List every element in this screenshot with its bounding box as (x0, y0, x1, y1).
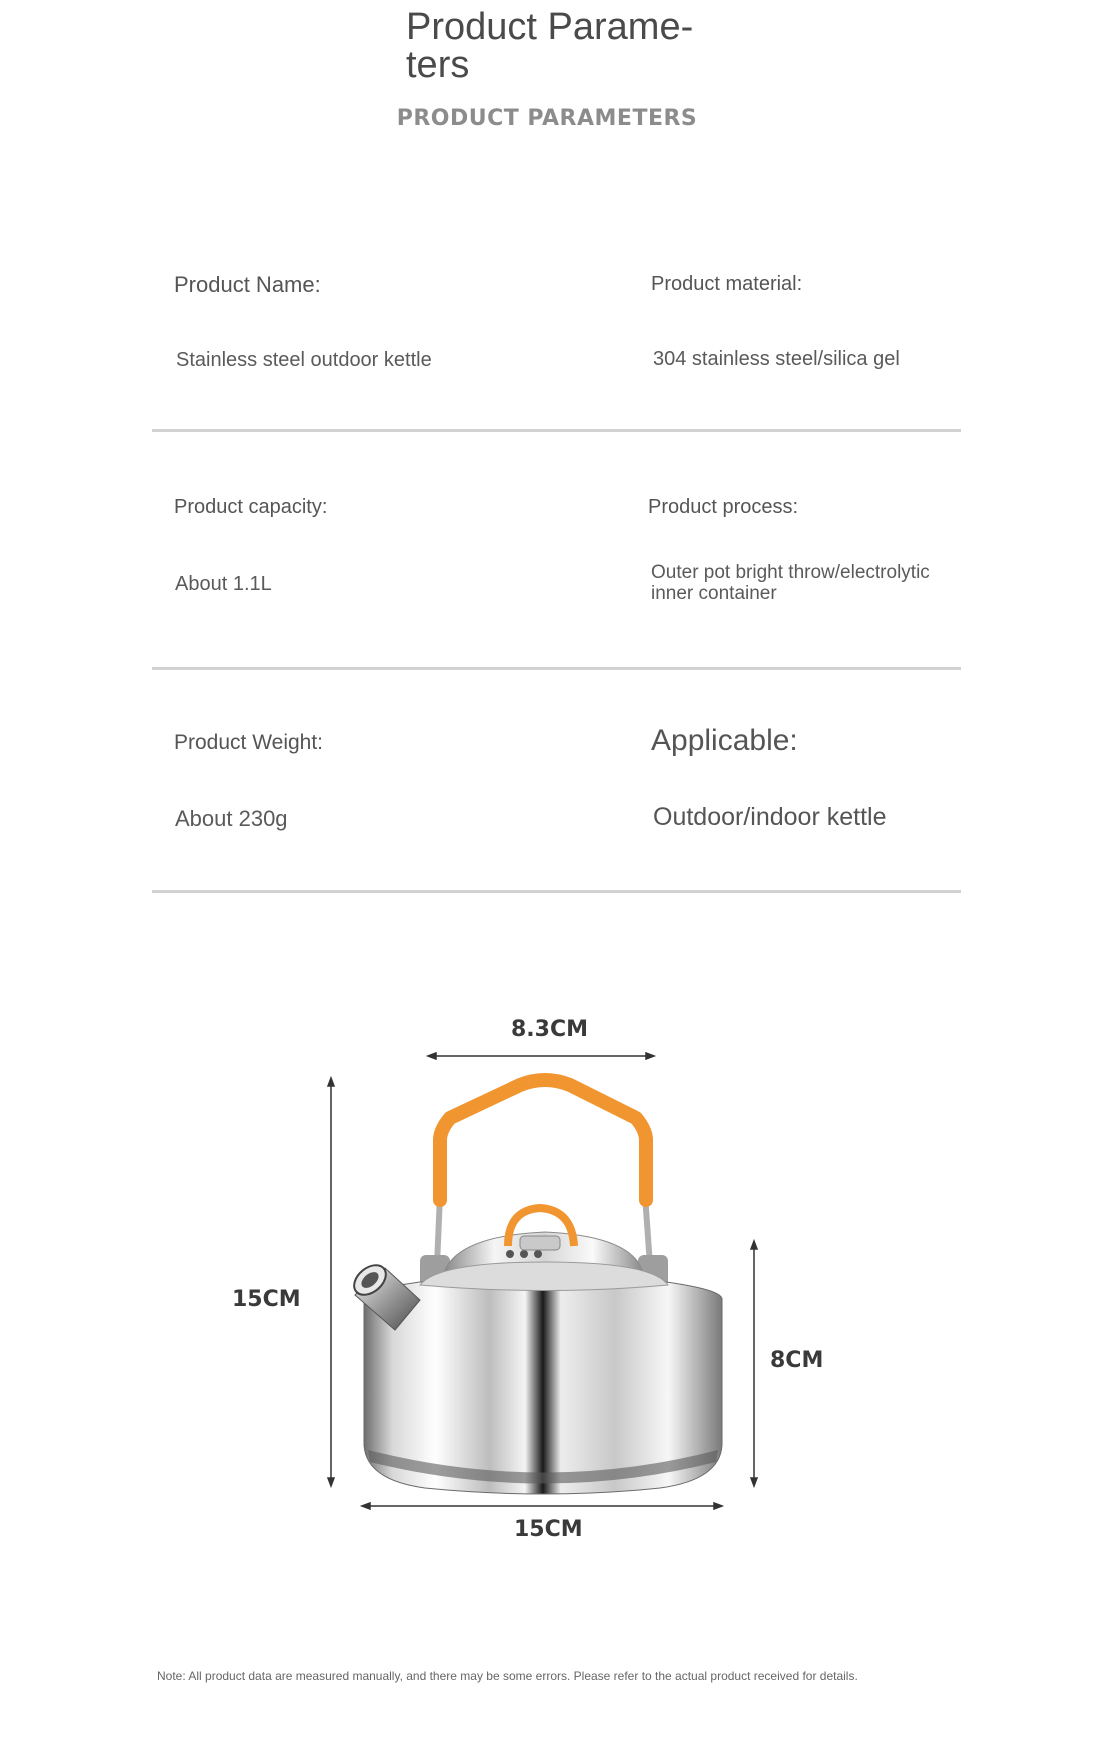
dim-label-top-width: 8.3CM (511, 1017, 589, 1042)
param-value-material: 304 stainless steel/silica gel (653, 348, 900, 370)
dim-label-base-width: 15CM (514, 1517, 583, 1542)
kettle-illustration (0, 980, 1094, 1580)
param-label-applicable: Applicable: (651, 724, 798, 757)
param-value-name: Stainless steel outdoor kettle (176, 349, 432, 371)
param-label-name: Product Name: (174, 272, 321, 297)
param-value-applicable: Outdoor/indoor kettle (653, 803, 887, 831)
param-label-weight: Product Weight: (174, 731, 324, 754)
param-label-material: Product material: (651, 273, 803, 295)
param-label-process: Product process: (648, 496, 799, 518)
page-subtitle: PRODUCT PARAMETERS (396, 106, 698, 131)
page-title: Product Parame- ters (406, 6, 694, 86)
dim-arrow-total-height (328, 1078, 334, 1486)
handle (440, 1080, 646, 1200)
dim-arrow-top-width (428, 1053, 654, 1059)
dim-label-body-height: 8CM (770, 1348, 824, 1373)
divider-2 (152, 667, 961, 670)
param-value-process: Outer pot bright throw/electrolytic inner container (651, 562, 930, 604)
param-value-weight: About 230g (175, 806, 288, 831)
dim-arrow-body-height (751, 1241, 757, 1486)
divider-1 (152, 429, 961, 432)
param-value-capacity: About 1.1L (175, 573, 272, 595)
dim-arrow-base-width (362, 1503, 722, 1509)
dim-label-total-height: 15CM (232, 1287, 301, 1312)
disclaimer-note: Note: All product data are measured manually, and there may be some errors. Please refer to the actual product received for details. (157, 1669, 858, 1683)
divider-3 (152, 890, 961, 893)
param-label-capacity: Product capacity: (174, 496, 328, 518)
